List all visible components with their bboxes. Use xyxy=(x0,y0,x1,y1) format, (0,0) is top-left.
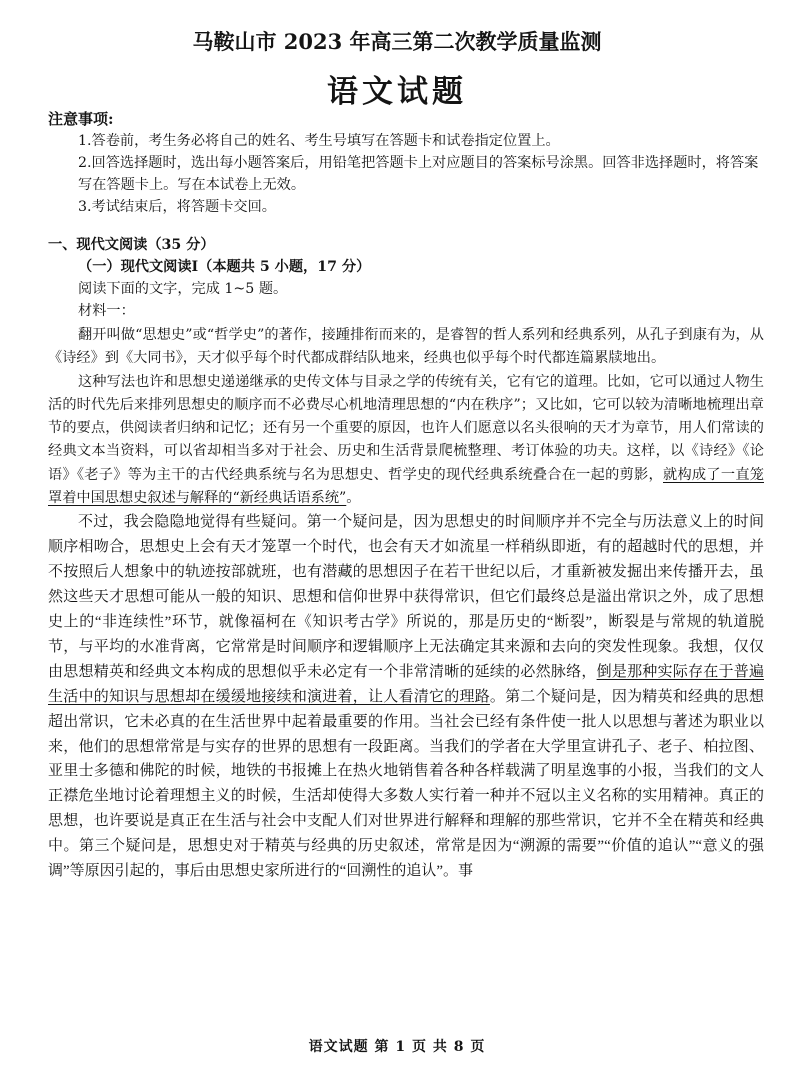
subsection-heading: （一）现代文阅读Ⅰ（本题共 5 小题，17 分） xyxy=(78,259,371,275)
underlined-phrase-2: 倒是那种实际存在于普遍生活中的知识与思想却在缓缓地接续和演进着，让人看清它的理路 xyxy=(48,663,764,705)
notes-item-1: 1.答卷前，考生务必将自己的姓名、考生号填写在答题卡和试卷指定位置上。 xyxy=(78,133,560,149)
exam-header-title: 马鞍山市 2023 年高三第二次教学质量监测 xyxy=(192,29,602,54)
underlined-phrase-1: 就构成了一直笼罩着中国思想史叙述与解释的“新经典话语系统” xyxy=(48,466,764,507)
passage-paragraph-3 xyxy=(48,510,764,884)
notes-heading: 注意事项: xyxy=(48,110,114,128)
reading-instruction: 阅读下面的文字，完成 1~5 题。 xyxy=(78,281,288,297)
passage-paragraph-3-text: 不过，我会隐隐地觉得有些疑问。第一个疑问是，因为思想史的时间顺序并不完全与历法意义上的时间顺序相吻合，思想史上会有天才笼罩一个时代，也会有天才如流星一样稍纵即逝，有的超越时代的思想，并不按照后人想象中的轨迹按部就班，也有潜藏的思想因子在若干世纪以后，才重新被发掘出来传播开去，虽然这些天才思想可能从一般的知识、思想和信仰世界中获得常识，但它们最终总是溢出常识之外，成了思想史上的“非连续性”环节，就像福柯在《知识考古学》所说的，那是历史的“断裂”，断裂是与常规的轨道脱节，与平均的水准背离，它常常是时间顺序和逻辑顺序上无法确定其来源和去向的突发性现象。我想，仅仅由思想精英和经典文本构成的思想似乎未必定有一个非常清晰的延续的必然脉络， xyxy=(48,514,764,680)
section-heading: 一、现代文阅读（35 分） xyxy=(48,237,215,253)
material-label: 材料一： xyxy=(78,303,135,319)
notes-block xyxy=(48,108,768,218)
passage-paragraph-1: 翻开叫做“思想史”或“哲学史”的著作，接踵排衔而来的，是睿智的哲人系列和经典系列，从孔子到康有为，从《诗经》到《大同书》，天才似乎每个时代都成群结队地来，经典也似乎每个时代都连篇累牍地出。 xyxy=(48,327,764,367)
passage-paragraph-3-rest: 。第二个疑问是，因为精英和经典的思想超出常识，它未必真的在生活世界中起着最重要的作用。当社会已经有条件使一批人以思想与著述为职业以来，他们的思想常常是与实存的世界的思想有一段距离。当我们的学者在大学里宣讲孔子、老子、柏拉图、亚里士多德和佛陀的时候，地铁的书报摊上在热火地销售着各种各样载满了明星逸事的小报，当我们的文人正襟危坐地讨论着理想主义的时候，生活却使得大多数人实行着一种并不冠以主义名称的实用精神。真正的思想，也许要说是真正在生活与社会中支配人们对世界进行解释和理解的那些常识，它并不全在精英和经典中。第三个疑问是，思想史对于精英与经典的历史叙述，常常是因为“溯源的需要”“价值的追认”“意义的强调”等原因引起的，事后由思想史家所进行的“回溯性的追认”。事 xyxy=(48,688,764,880)
passage-paragraph-2-end: 。 xyxy=(346,490,361,507)
notes-item-2: 2.回答选择题时，选出每小题答案后，用铅笔把答题卡上对应题目的答案标号涂黑。回答非选择题时，将答案写在答题卡上。写在本试卷上无效。 xyxy=(78,155,759,193)
passage-paragraph-2 xyxy=(48,371,764,511)
page-footer: 语文试题 第 1 页 共 8 页 xyxy=(308,1039,486,1055)
section-header-block xyxy=(48,234,768,322)
subject-title: 语文试题 xyxy=(327,74,467,110)
notes-item-3: 3.考试结束后，将答题卡交回。 xyxy=(78,199,276,215)
passage-body xyxy=(48,324,764,884)
passage-paragraph-2-text: 这种写法也许和思想史递递继承的史传文体与目录之学的传统有关，它有它的道理。比如，它可以通过人物生活的时代先后来排列思想史的顺序而不必费尽心机地清理思想的“内在秩序”；又比如，它可以较为清晰地梳理出章节的要点，供阅读者归纳和记忆；还有另一个重要的原因，也许人们愿意以名头很响的天才为章节，用人们常读的经典文本当资料，可以省却相当多对于社会、历史和生活背景爬梳整理、考订体验的功夫。这样，以《诗经》《论语》《老子》等为主干的古代经典系统与名为思想史、哲学史的现代经典系统叠合在一起的剪影， xyxy=(48,373,764,483)
